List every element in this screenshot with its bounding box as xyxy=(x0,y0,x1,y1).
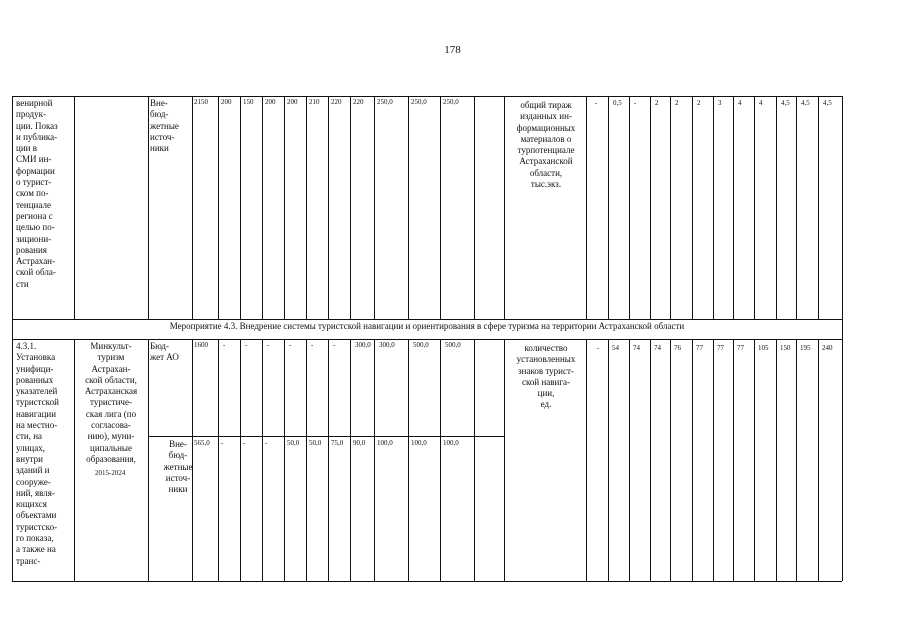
offbudget-year-amount: 100,0 xyxy=(411,439,427,447)
indicator-description: общий тираж изданных ин- формационных материалов о турпотенциале Астраханской области, тыс.экз. xyxy=(516,100,576,190)
budget-year-amount: - xyxy=(333,341,336,349)
column-line xyxy=(328,96,329,319)
column-line xyxy=(608,339,609,581)
column-line xyxy=(504,96,505,319)
budget-year-amount: - xyxy=(289,341,292,349)
table-left-border xyxy=(12,96,13,581)
offbudget-year-amount: 100,0 xyxy=(443,439,459,447)
column-line xyxy=(713,339,714,581)
target-value: 77 xyxy=(717,344,724,352)
year-amount: 200 xyxy=(287,98,298,106)
baseline-value: - xyxy=(595,99,598,107)
budget-year-amount: - xyxy=(267,341,270,349)
budget-year-amount: - xyxy=(245,341,248,349)
target-value: 77 xyxy=(696,344,703,352)
offbudget-year-amount: 50,0 xyxy=(309,439,322,447)
offbudget-year-amount: 100,0 xyxy=(377,439,393,447)
baseline-value: - xyxy=(597,344,600,352)
column-line xyxy=(262,339,263,581)
measure-title: Мероприятие 4.3. Внедрение системы туристской навигации и ориентирования в сфере туризма на территории Астраханской области xyxy=(169,321,685,331)
offbudget-total: 565,0 xyxy=(194,439,210,447)
target-value: 195 xyxy=(800,344,811,352)
column-line xyxy=(218,96,219,319)
column-line xyxy=(776,96,777,319)
year-amount: 220 xyxy=(353,98,364,106)
column-line xyxy=(148,96,149,319)
target-value: 4,5 xyxy=(781,99,790,107)
column-line xyxy=(629,339,630,581)
funding-source-budget: Бюд- жет АО xyxy=(150,341,179,363)
banner-top-border xyxy=(12,319,842,320)
year-amount: 210 xyxy=(309,98,320,106)
column-line xyxy=(284,339,285,581)
target-value: 4,5 xyxy=(801,99,810,107)
activity-description: венирной продук- ции. Показ и публика- ции в СМИ ин- формации о турист- ском по- тенциале региона с целью по- зициони- рования Астрахан- ской обла- сти xyxy=(16,98,58,289)
year-amount: 250,0 xyxy=(443,98,459,106)
column-line xyxy=(776,339,777,581)
indicator-description: количество установленных знаков турист- ской навига- ции, ед. xyxy=(516,343,576,410)
offbudget-year-amount: 50,0 xyxy=(287,439,300,447)
column-line xyxy=(733,339,734,581)
column-line xyxy=(262,96,263,319)
column-line xyxy=(408,96,409,319)
period: 2015-2024 xyxy=(95,469,126,477)
column-line xyxy=(586,339,587,581)
target-value: 4 xyxy=(738,99,742,107)
page-number: 178 xyxy=(444,44,461,56)
target-value: 0,5 xyxy=(613,99,622,107)
offbudget-year-amount: - xyxy=(265,439,268,447)
column-line xyxy=(629,96,630,319)
column-line xyxy=(670,96,671,319)
budget-year-amount: 300,0 xyxy=(379,341,395,349)
target-value: - xyxy=(634,99,637,107)
column-line xyxy=(474,96,475,319)
year-amount: 200 xyxy=(265,98,276,106)
column-line xyxy=(713,96,714,319)
column-line xyxy=(284,96,285,319)
column-line xyxy=(192,96,193,319)
target-value: 2 xyxy=(655,99,659,107)
offbudget-year-amount: - xyxy=(221,439,224,447)
column-line xyxy=(350,339,351,581)
column-line xyxy=(440,339,441,581)
target-value: 240 xyxy=(822,344,833,352)
column-line xyxy=(650,339,651,581)
total-amount: 2150 xyxy=(194,98,208,106)
budget-year-amount: 500,0 xyxy=(413,341,429,349)
target-value: 2 xyxy=(697,99,701,107)
budget-year-amount: 300,0 xyxy=(355,341,371,349)
target-value: 77 xyxy=(737,344,744,352)
column-line xyxy=(350,96,351,319)
column-line xyxy=(440,96,441,319)
column-line xyxy=(504,339,505,581)
table-top-border xyxy=(12,96,842,97)
target-value: 105 xyxy=(758,344,769,352)
year-amount: 150 xyxy=(243,98,254,106)
column-line xyxy=(306,96,307,319)
target-value: 76 xyxy=(674,344,681,352)
target-value: 4,5 xyxy=(823,99,832,107)
offbudget-year-amount: 90,0 xyxy=(353,439,366,447)
target-value: 4 xyxy=(759,99,763,107)
target-value: 74 xyxy=(633,344,640,352)
column-line xyxy=(374,339,375,581)
year-amount: 220 xyxy=(331,98,342,106)
funding-source-offbudget: Вне- бюд- жетные источ- ники xyxy=(163,439,193,495)
column-line xyxy=(796,96,797,319)
column-line xyxy=(328,339,329,581)
year-amount: 200 xyxy=(221,98,232,106)
year-amount: 250,0 xyxy=(377,98,393,106)
column-line xyxy=(408,339,409,581)
column-line xyxy=(240,96,241,319)
column-line xyxy=(240,339,241,581)
budget-total: 1600 xyxy=(194,341,208,349)
column-line xyxy=(74,339,75,581)
column-line xyxy=(818,339,819,581)
column-line xyxy=(586,96,587,319)
column-line xyxy=(754,339,755,581)
column-line xyxy=(650,96,651,319)
target-value: 3 xyxy=(718,99,722,107)
funding-source: Вне- бюд- жетные источ- ники xyxy=(150,98,179,154)
executor: Минкульт- туризм Астрахан- ской области, Астраханская туристиче- ская лига (по согласова- нию), муни- ципальные образования, xyxy=(84,341,138,464)
offbudget-year-amount: 75,0 xyxy=(331,439,344,447)
column-line xyxy=(692,339,693,581)
table-bottom-border xyxy=(12,581,842,582)
column-line xyxy=(218,339,219,581)
column-line xyxy=(692,96,693,319)
column-line xyxy=(306,339,307,581)
source-split-line xyxy=(148,436,504,437)
table-right-border xyxy=(842,96,843,581)
offbudget-year-amount: - xyxy=(243,439,246,447)
target-value: 74 xyxy=(654,344,661,352)
banner-bottom-border xyxy=(12,339,842,340)
column-line xyxy=(818,96,819,319)
column-line xyxy=(148,339,149,581)
activity-number-description: 4.3.1. Установка унифици- рованных указателей туристской навигации на местно- сти, на улицах, внутри зданий и сооруже- ний, явля- ющихся объектами туристско- го показа, а также на транс- xyxy=(16,341,59,566)
budget-year-amount: - xyxy=(223,341,226,349)
column-line xyxy=(374,96,375,319)
column-line xyxy=(192,339,193,581)
target-value: 150 xyxy=(780,344,791,352)
year-amount: 250,0 xyxy=(411,98,427,106)
program-table xyxy=(12,96,842,582)
column-line xyxy=(733,96,734,319)
target-value: 2 xyxy=(675,99,679,107)
column-line xyxy=(754,96,755,319)
budget-year-amount: 500,0 xyxy=(445,341,461,349)
column-line xyxy=(74,96,75,319)
target-value: 54 xyxy=(612,344,619,352)
budget-year-amount: - xyxy=(311,341,314,349)
column-line xyxy=(796,339,797,581)
column-line xyxy=(608,96,609,319)
column-line xyxy=(474,339,475,581)
column-line xyxy=(670,339,671,581)
